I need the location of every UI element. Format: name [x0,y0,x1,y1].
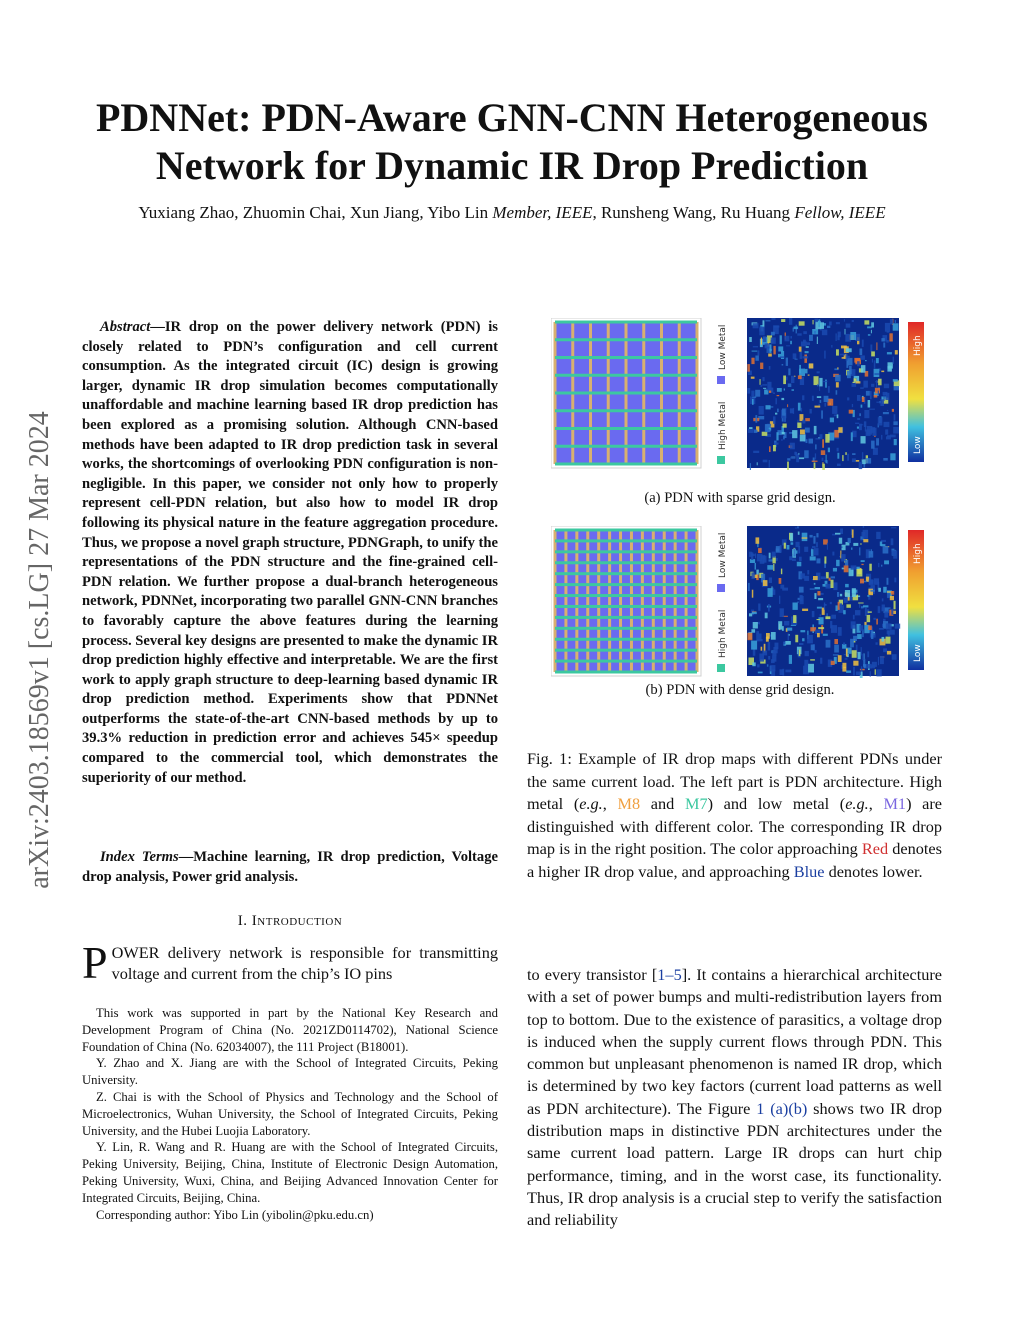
footnote: Y. Lin, R. Wang and R. Huang are with the School of Integrated Circuits, Peking University, Beijing, China, Institute of Electronic Design Automation, Peking University, Wuxi, China, and Beijing Advanced Innovation Center for Integrated Circuits, Beijing, China. [82,1140,498,1205]
legend-high-metal: High Metal [718,609,728,658]
pdn-dense-grid [554,529,699,674]
arxiv-stamp [20,350,60,950]
abstract-label: Abstract [100,319,151,335]
legend-high-metal: High Metal [718,401,728,450]
metal-legend [717,533,728,672]
metal-legend [717,325,728,464]
caption-red: Red [861,839,889,858]
caption-m1: M1 [883,794,907,813]
index-terms [82,848,498,887]
legend-low-metal: Low Metal [718,324,728,370]
section-number: I. [237,913,248,929]
colorbar [908,530,924,670]
drop-cap: P [82,937,108,988]
ir-map-dense [747,526,900,678]
footnote: Z. Chai is with the School of Physics and Technology and the School of Microelectronics, Wuhan University, the School of Integrated Circuits, Peking University, and the Hubei Luojia Laboratory. [82,1089,498,1138]
caption-eg: e.g. [845,794,869,813]
index-terms-text: —Machine learning, IR drop prediction, Voltage drop analysis, Power grid analysis. [82,849,498,885]
subcaption-a: (a) PDN with sparse grid design. [644,490,836,506]
caption-text: Fig. 1: Example of IR drop maps with different PDNs under the same current load. The left part is PDN architecture. High metal ( [527,749,942,813]
body-text: to every transistor [ [527,965,658,984]
ir-map-sparse [747,318,900,470]
scale-low: Low [913,436,923,454]
authors-text-1: Yuxiang Zhao, Zhuomin Chai, Xun Jiang, Yibo Lin [138,203,493,222]
section-title: Introduction [251,913,343,929]
intro-paragraph [82,937,498,988]
abstract-text: —IR drop on the power delivery network (PDN) is closely related to PDN’s configuration and cell current consumption. As the integrated circuit (IC) design is growing larger, dynamic IR drop simulation becomes computationally unaffordable and machine learning based IR drop prediction has been explored as a promising solution. Although CNN-based methods have been adapted to IR drop prediction task in several works, the shortcomings of overlooking PDN configuration is non-negligible. In this paper, we consider not only how to properly represent cell-PDN relation, but also how to model IR drop following its physical nature in the feature aggregation procedure. Thus, we propose a novel graph structure, PDNGraph, to unify the representations of the PDN structure and the fine-grained cell-PDN relation. We further propose a dual-branch heterogeneous network, PDNNet, incorporating two parallel GNN-CNN branches to favorably capture the above features during the learning process. Several key designs are presented to make the dynamic IR drop prediction highly effective and interpretable. We are the first work to apply graph structure to deep-learning based dynamic IR drop prediction method. Experiments show that PDNNet outperforms the state-of-the-art CNN-based methods by up to 39.3% reduction in prediction error and achieves 545× speedup compared to the commercial tool, which demonstrates the superiority of our method. [82,319,498,786]
scale-low: Low [913,644,923,662]
colorbar [908,322,924,462]
caption-m7: M7 [684,794,708,813]
abstract [82,318,498,788]
footnote: Corresponding author: Yibo Lin (yibolin@pku.edu.cn) [96,1207,374,1222]
caption-text: denotes a higher IR drop value, and approaching [527,839,942,881]
caption-blue: Blue [793,861,825,881]
legend-low-metal: Low Metal [718,532,728,578]
caption-text: denotes lower. [824,861,923,881]
authors-text-2: , Runsheng Wang, Ru Huang [592,203,795,222]
caption-text: ) are distinguished with different color. The corresponding IR drop map is in the right position. The color approaching [527,794,943,858]
caption-and: and [640,794,685,813]
body-text: shows two IR drop distribution maps in distinctive PDN architectures under the same current load pattern. Large IR drops can hurt chip performance, timing, and in the worst case, its functionality. Thus, IR drop analysis is a crucial step to verify the satisfaction and reliability [527,1098,943,1230]
footnote: Y. Zhao and X. Jiang are with the School of Integrated Circuits, Peking University. [82,1056,498,1088]
figure-1b [551,526,931,678]
figure-1a [551,318,931,470]
figure-caption: Fig. 1: Example of IR drop maps with different PDNs under the same current load. The left part is PDN architecture. High metal (e.g., M8 and M7) and low metal (e.g., M1) are distinguished with different color. The corresponding IR drop map is in the right position. The color approaching Red denotes a higher IR drop value, and approaching Blue denotes lower. [527,749,943,881]
citation-link[interactable]: 1–5 [657,965,682,984]
footnotes [82,1005,498,1223]
pdn-sparse-grid [554,321,699,466]
arxiv-id: arXiv:2403.18569v1 [cs.LG] 27 Mar 2024 [24,411,55,889]
author-role-fellow: Fellow, IEEE [794,203,886,222]
subcaption-b: (b) PDN with dense grid design. [645,682,835,698]
figure-1a-graphic [551,318,931,470]
author-role-member: Member, IEEE [492,203,593,222]
title-line-2: Network for Dynamic IR Drop Prediction [155,143,869,188]
section-heading [82,913,498,930]
body-text: ]. It contains a hierarchical architecture with a set of power bumps and multi-redistribution layers from top to bottom. Due to the existence of parasitics, a voltage drop is induced when the supply current flows through PDN. This common but unpleasant phenomenon is named IR drop, which is determined by two key factors (current load patterns as well as PDN architecture). The Figure [527,965,943,1118]
intro-lead: OWER [111,943,160,962]
figure-link[interactable]: 1 (a)(b) [756,1098,808,1118]
caption-text: ) and low metal ( [707,794,846,813]
footnote: This work was supported in part by the National Key Research and Development Program of China (No. 2021ZD0114702), National Science Foundation of China (No. 62034007), the 111 Project (B18001). [82,1006,498,1054]
intro-text: delivery network is responsible for transmitting voltage and current from the chip’s IO pins [111,943,498,983]
index-terms-label: Index Terms [100,849,179,865]
caption-eg: e.g. [579,794,603,813]
scale-high: High [913,335,923,356]
paper-title [60,94,964,190]
author-list [120,200,904,225]
caption-m8: M8 [617,794,641,813]
intro-continued [527,964,942,1232]
figure-1b-graphic [551,526,931,678]
scale-high: High [913,543,923,564]
title-line-1: PDNNet: PDN-Aware GNN-CNN Heterogeneous [95,95,928,140]
